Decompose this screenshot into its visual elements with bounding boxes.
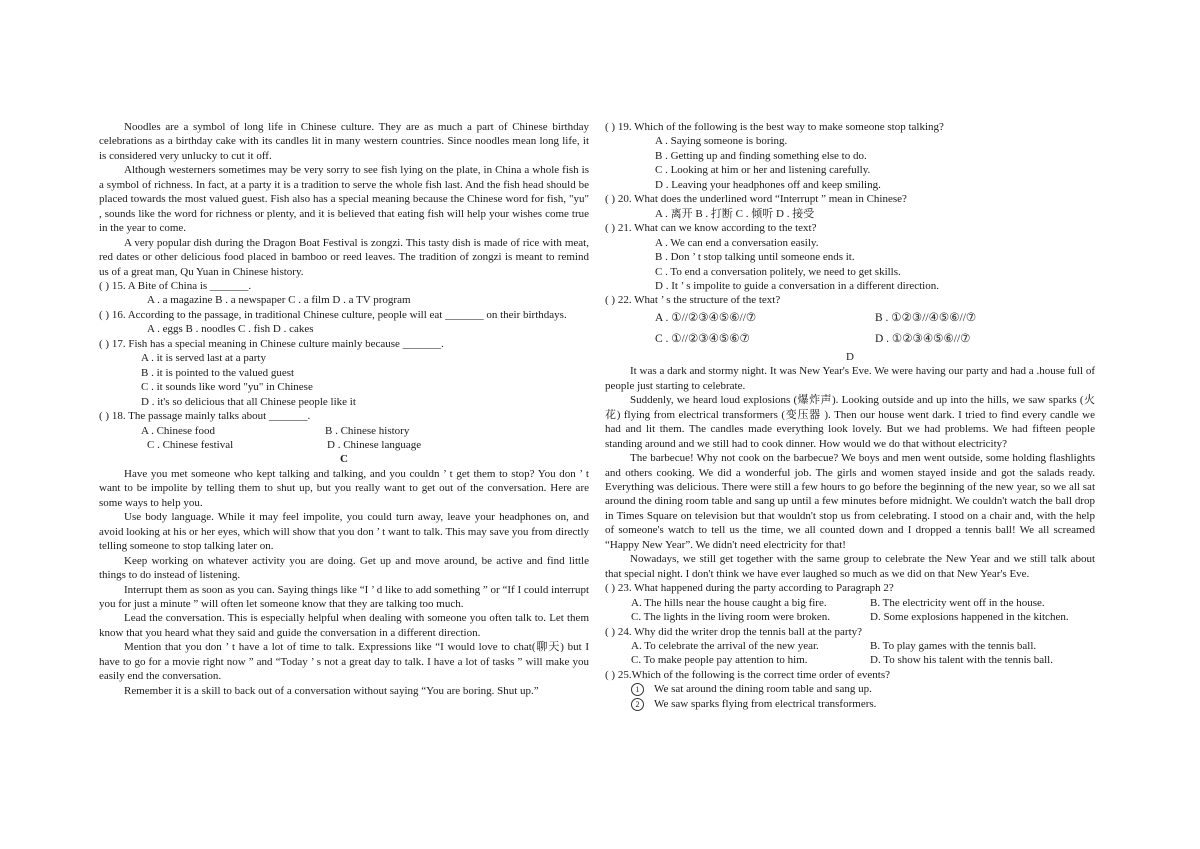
question-22: ( ) 22. What ’ s the structure of the text?: [605, 294, 781, 307]
question-22-option-a: A . ①//②③④⑤⑥//⑦: [655, 311, 757, 324]
question-23-option-b: B. The electricity went off in the house.: [870, 596, 1045, 609]
question-17: ( ) 17. Fish has a special meaning in Chinese culture mainly because _______.: [99, 337, 444, 350]
question-24-option-b: B. To play games with the tennis ball.: [870, 639, 1037, 652]
question-18-options-row-1: [99, 424, 589, 438]
question-19-option-a: A . Saying someone is boring.: [655, 135, 788, 148]
question-25: ( ) 25.Which of the following is the correct time order of events?: [605, 668, 890, 681]
passage-c-para-2: Use body language. While it may feel impolite, you could turn away, leave your headphones on, and avoid looking at his or her eyes, which will show that you don ’ t want to talk. This may save you from directly telling someone to stop talking later on.: [99, 511, 589, 553]
question-18: ( ) 18. The passage mainly talks about _______.: [99, 410, 311, 423]
question-25-event-1-text: We sat around the dining room table and sang up.: [654, 683, 872, 696]
question-24-option-a: A. To celebrate the arrival of the new year.: [631, 639, 819, 652]
right-column: [605, 120, 1095, 711]
question-22-options-row-1: [605, 308, 1095, 329]
passage-d-para-1: It was a dark and stormy night. It was New Year's Eve. We were having our party and had a .house full of people just starting to celebrate.: [605, 365, 1095, 392]
question-21-option-d: D . It ’ s impolite to guide a conversation in a different direction.: [655, 279, 939, 292]
question-22-option-d: D . ①②③④⑤⑥//⑦: [875, 332, 971, 345]
question-22-options-row-2: [605, 329, 1095, 350]
question-17-option-d: D . it's so delicious that all Chinese people like it: [141, 395, 356, 408]
question-18-option-b: B . Chinese history: [325, 424, 410, 437]
question-19-option-c: C . Looking at him or her and listening carefully.: [655, 164, 871, 177]
question-17-option-a: A . it is served last at a party: [141, 352, 266, 365]
passage-c-para-5: Lead the conversation. This is especially helpful when dealing with someone you often talk to. Let them know that you heard what they said and guide the conversation in a different direction.: [99, 612, 589, 639]
question-23-option-c: C. The lights in the living room were broken.: [631, 611, 830, 624]
question-21-option-a: A . We can end a conversation easily.: [655, 236, 819, 249]
question-22-option-b: B . ①②③//④⑤⑥//⑦: [875, 311, 977, 324]
passage-b-para-3: A very popular dish during the Dragon Boat Festival is zongzi. This tasty dish is made of rice with meat, red dates or other delicious food placed in bamboo or reed leaves. The tradition of zongzi is meant to remind us of a great man, Qu Yuan in Chinese history.: [99, 236, 589, 278]
question-18-option-a: A . Chinese food: [141, 424, 215, 437]
question-24: ( ) 24. Why did the writer drop the tennis ball at the party?: [605, 625, 863, 638]
question-23-option-a: A. The hills near the house caught a big fire.: [631, 596, 827, 609]
question-23-option-d: D. Some explosions happened in the kitchen.: [870, 611, 1069, 624]
question-19-option-d: D . Leaving your headphones off and keep smiling.: [655, 178, 881, 191]
question-24-option-d: D. To show his talent with the tennis ball.: [870, 654, 1053, 667]
question-17-option-c: C . it sounds like word "yu" in Chinese: [141, 381, 313, 394]
question-16-options: A . eggs B . noodles C . fish D . cakes: [147, 323, 314, 336]
question-21-option-b: B . Don ’ t stop talking until someone ends it.: [655, 251, 855, 264]
question-24-options-row-2: [605, 653, 1095, 667]
question-25-event-2-text: We saw sparks flying from electrical transformers.: [654, 697, 877, 710]
circled-number-one: 1: [631, 683, 644, 696]
question-18-option-d: D . Chinese language: [327, 438, 422, 451]
question-23-options-row-2: [605, 610, 1095, 624]
passage-c-para-7: Remember it is a skill to back out of a conversation without saying “You are boring. Shut up.”: [124, 684, 539, 697]
section-d-heading: D: [846, 350, 854, 363]
passage-b-para-1: Noodles are a symbol of long life in Chinese culture. They are as much a part of Chinese birthday celebrations as a birthday cake with its candles lit in many western countries. Since noodles mean long life, it is considered very unlucky to cut it off.: [99, 121, 589, 162]
question-24-option-c: C. To make people pay attention to him.: [631, 654, 808, 667]
question-23-options-row-1: [605, 596, 1095, 610]
question-18-options-row-2: [99, 438, 589, 452]
question-15-options: A . a magazine B . a newspaper C . a film D . a TV program: [147, 294, 411, 307]
question-19-option-b: B . Getting up and finding something else to do.: [655, 149, 867, 162]
question-20: ( ) 20. What does the underlined word “Interrupt ” mean in Chinese?: [605, 193, 907, 206]
question-24-options-row-1: [605, 639, 1095, 653]
question-16: ( ) 16. According to the passage, in traditional Chinese culture, people will eat _______ on their birthdays.: [99, 308, 567, 321]
passage-d-para-2: Suddenly, we heard loud explosions (爆炸声). Looking outside and up into the hills, we saw sparks (火花) flying from electrical transformers (变压器 ). Then our house went dark. I tried to find every candle we had and lit them. The candles made everything look lovely. But we had problems. We had fifteen people standing around and we still had to cook dinner. How would we do that without electricity?: [605, 394, 1095, 450]
question-17-option-b: B . it is pointed to the valued guest: [141, 366, 295, 379]
question-25-event-1: [605, 682, 1095, 696]
question-15: ( ) 15. A Bite of China is _______.: [99, 279, 252, 292]
question-21: ( ) 21. What can we know according to the text?: [605, 222, 817, 235]
passage-d-para-3: The barbecue! Why not cook on the barbecue? We boys and men went outside, some holding flashlights and others cooking. We did a wonderful job. The girls and women stayed inside and got the salads ready. Everything was delicious. There were still a few hours to go before the beginning of the new year, so we all sat around the dining room table and sang up until a few minutes before midnight. We couldn't watch the ball drop in Times Square on television but that wouldn't stop us from celebrating. I stood on a chair and, with the help of someone's watch to tell us the time, we all counted down and I dropped a tennis ball! We all screamed “Happy New Year”. We didn't need electricity for that!: [605, 452, 1095, 551]
question-18-option-c: C . Chinese festival: [147, 438, 234, 451]
question-23: ( ) 23. What happened during the party according to Paragraph 2?: [605, 582, 894, 595]
passage-d-para-4: Nowadays, we still get together with the same group to celebrate the New Year and we still talk about that special night. I don't think we have ever laughed so much as we did on that New Year's Eve.: [605, 553, 1095, 580]
section-c-heading: C: [340, 453, 348, 466]
passage-c-para-4: Interrupt them as soon as you can. Saying things like “I ’ d like to add something ” or “If I could interrupt you for just a minute ” will often let someone know that they are talking too much.: [99, 583, 589, 610]
circled-number-two: 2: [631, 698, 644, 711]
question-20-options: A . 离开 B . 打断 C . 倾听 D . 接受: [655, 207, 815, 220]
question-25-event-2: [605, 697, 1095, 711]
question-21-option-c: C . To end a conversation politely, we need to get skills.: [655, 265, 901, 278]
passage-c-para-1: Have you met someone who kept talking and talking, and you couldn ’ t get them to stop? You don ’ t want to be impolite by telling them to shut up, but you really want to get out of the conversation. Here are some ways to help you.: [99, 467, 589, 509]
question-22-option-c: C . ①//②③④⑤⑥⑦: [655, 332, 750, 345]
question-19: ( ) 19. Which of the following is the best way to make someone stop talking?: [605, 121, 944, 133]
passage-c-para-6: Mention that you don ’ t have a lot of time to talk. Expressions like “I would love to chat(聊天) but I have to go for a movie right now ” and “Today ’ s not a great day to talk. I have a lot of tasks ” will make you easily end the conversation.: [99, 641, 589, 683]
passage-b-para-2: Although westerners sometimes may be very sorry to see fish lying on the plate, in China a whole fish is a symbol of richness. In fact, at a party it is a tradition to serve the whole fish last. And the fish head should be placed towards the most valued guest. Fish also has a special meaning because the Chinese word for fish, "yu" , sounds like the word for richness or plenty, and it is believed that eating fish will help your wishes come true in the year to come.: [99, 164, 589, 235]
left-column: [99, 120, 589, 698]
passage-c-para-3: Keep working on whatever activity you are doing. Get up and move around, be active and find little things to do instead of listening.: [99, 554, 589, 582]
